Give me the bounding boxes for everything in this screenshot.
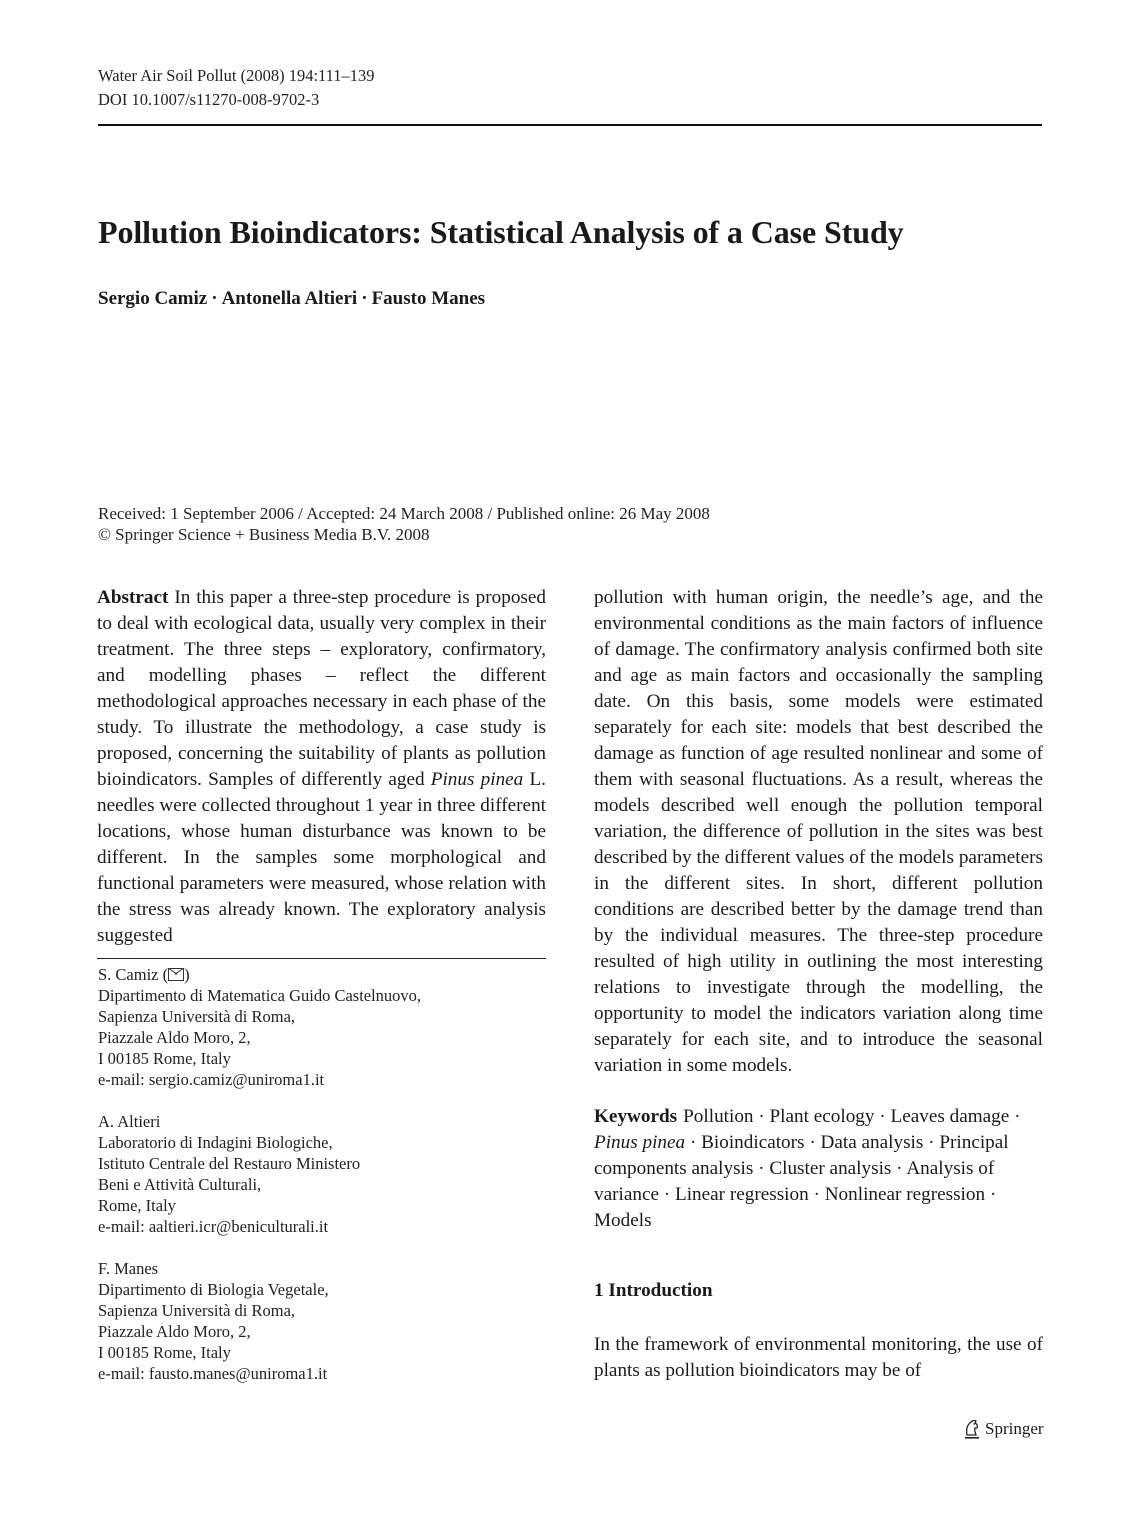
keyword-separator: · (753, 1158, 770, 1179)
affiliation-divider (97, 958, 546, 959)
section-heading-introduction: 1 Introduction (594, 1280, 713, 1301)
keyword-item: Data analysis (820, 1132, 924, 1153)
keyword-separator: · (874, 1106, 891, 1127)
envelope-icon (168, 968, 184, 981)
keyword-separator: · (808, 1184, 825, 1205)
keyword-separator: · (985, 1184, 997, 1205)
paper-title: Pollution Bioindicators: Statistical Analysis of a Case Study (98, 214, 904, 250)
affiliation-line: I 00185 Rome, Italy (98, 1343, 231, 1362)
affiliation-email[interactable]: e-mail: fausto.manes@uniroma1.it (98, 1364, 328, 1383)
affiliation-line: I 00185 Rome, Italy (98, 1049, 231, 1068)
affiliation-author: S. Camiz (98, 965, 159, 984)
keyword-item: Linear regression (674, 1184, 809, 1205)
abstract-text: L. needles were collected throughout 1 year in three different locations, whose human disturbance was known to be different. In the samples some morphological and functional parameters were measured, whose relation with the stress was already known. The exploratory analysis suggested (97, 769, 546, 946)
keyword-separator: · (923, 1132, 940, 1153)
copyright-line (98, 524, 710, 545)
journal-header (98, 64, 375, 112)
abstract-text: In this paper a three-step procedure is proposed to deal with ecological data, usually very complex in their treatment. The three steps – exploratory, confirmatory, and modelling phases – reflect the different methodological approaches necessary in each phase of the study. To illustrate the methodology, a case study is proposed, concerning the suitability of plants as pollution bioindicators. Samples of differently aged (97, 587, 546, 790)
keyword-item: Principal components analysis (594, 1132, 1009, 1179)
author-list (98, 288, 485, 310)
abstract-continuation: pollution with human origin, the needle’s age, and the environmental conditions as the main factors of influence of damage. The confirmatory analysis confirmed both site and age as main factors and occasionally the sampling date. On this basis, some models were estimated separately for each site: models that best described the damage as function of age resulted nonlinear and some of them with seasonal fluctuations. As a result, whereas the models described well enough the pollution temporal variation, the difference of pollution in the sites was best described by the different values of the models parameters in the different sites. In short, different pollution conditions are described better by the damage trend than by the individual measures. The three-step procedure resulted of high utility in outlining the most interesting relations to investigate through the modelling, the opportunity to model the indicators variation along time separately for each site, and to introduce the seasonal variation in some models. (594, 587, 1043, 1076)
keyword-item: Nonlinear regression (824, 1184, 986, 1205)
affiliation-block (98, 1258, 421, 1384)
history-line: Received: 1 September 2006 / Accepted: 24 March 2008 / Published online: 26 May 2008 (98, 504, 710, 523)
affiliation-line: Dipartimento di Matematica Guido Castelnuovo, (98, 986, 422, 1005)
keyword-separator: · (804, 1132, 821, 1153)
keyword-separator: · (753, 1106, 770, 1127)
affiliation-email[interactable]: e-mail: sergio.camiz@uniroma1.it (98, 1070, 325, 1089)
affiliation-author: F. Manes (98, 1259, 159, 1278)
keyword-item: Pollution (683, 1106, 754, 1127)
affiliation-line: Piazzale Aldo Moro, 2, (98, 1028, 251, 1047)
affiliation-line: Laboratorio di Indagini Biologiche, (98, 1133, 333, 1152)
author-separator: · (361, 288, 368, 309)
journal-citation: Water Air Soil Pollut (2008) 194:111–139 (98, 66, 375, 85)
keyword-item: Analysis of variance (594, 1158, 995, 1205)
author-separator: · (211, 288, 218, 309)
keyword-item: Models (594, 1210, 652, 1231)
abstract-column-right (594, 585, 1043, 1079)
affiliation-line: Dipartimento di Biologia Vegetale, (98, 1280, 329, 1299)
keywords (594, 1104, 1046, 1234)
affiliation-block (98, 1111, 421, 1237)
publication-dates (98, 503, 710, 545)
publisher-name: Springer (985, 1419, 1044, 1438)
affiliation-line: Piazzale Aldo Moro, 2, (98, 1322, 251, 1341)
copyright-icon: © (98, 525, 111, 544)
copyright-text: Springer Science + Business Media B.V. 2008 (115, 525, 430, 544)
springer-horse-icon (963, 1418, 981, 1440)
affiliation-line: Sapienza Università di Roma, (98, 1007, 296, 1026)
header-divider (98, 124, 1042, 126)
keyword-item: Cluster analysis (769, 1158, 892, 1179)
keyword-item: Bioindicators (701, 1132, 805, 1153)
affiliation-author: A. Altieri (98, 1112, 161, 1131)
keyword-item: Leaves damage (890, 1106, 1010, 1127)
abstract-paragraph (97, 585, 546, 949)
abstract-label: Abstract (97, 587, 169, 608)
keyword-item: Pinus pinea (594, 1132, 686, 1153)
keyword-separator: · (658, 1184, 675, 1205)
doi[interactable]: DOI 10.1007/s11270-008-9702-3 (98, 90, 320, 109)
publisher-logo (963, 1418, 1044, 1440)
affiliation-line: Beni e Attività Culturali, (98, 1175, 262, 1194)
keyword-separator: · (891, 1158, 907, 1179)
keyword-item: Plant ecology (769, 1106, 875, 1127)
keywords-label: Keywords (594, 1106, 678, 1127)
affiliations (98, 964, 421, 1405)
author-name: Antonella Altieri (221, 288, 358, 309)
affiliation-line: Rome, Italy (98, 1196, 176, 1215)
author-name: Fausto Manes (371, 288, 486, 309)
keyword-separator: · (1009, 1106, 1021, 1127)
affiliation-block: S. Camiz ( ) Dipartimento di Matematica Guido Castelnuovo, Sapienza Università di Roma, Piazzale Aldo Moro, 2, I 00185 Rome, Italy e-mail: sergio.camiz@uniroma1.it (98, 965, 422, 1089)
abstract-column-left (97, 585, 546, 949)
affiliation-line: Istituto Centrale del Restauro Ministero (98, 1154, 361, 1173)
affiliation-line: Sapienza Università di Roma, (98, 1301, 296, 1320)
keyword-separator: · (685, 1132, 702, 1153)
affiliation-email[interactable]: e-mail: aaltieri.icr@beniculturali.it (98, 1217, 329, 1236)
species-name: Pinus pinea (430, 769, 524, 790)
author-name: Sergio Camiz (98, 288, 208, 309)
introduction-text: In the framework of environmental monitoring, the use of plants as pollution bioindicators may be of (594, 1334, 1043, 1381)
